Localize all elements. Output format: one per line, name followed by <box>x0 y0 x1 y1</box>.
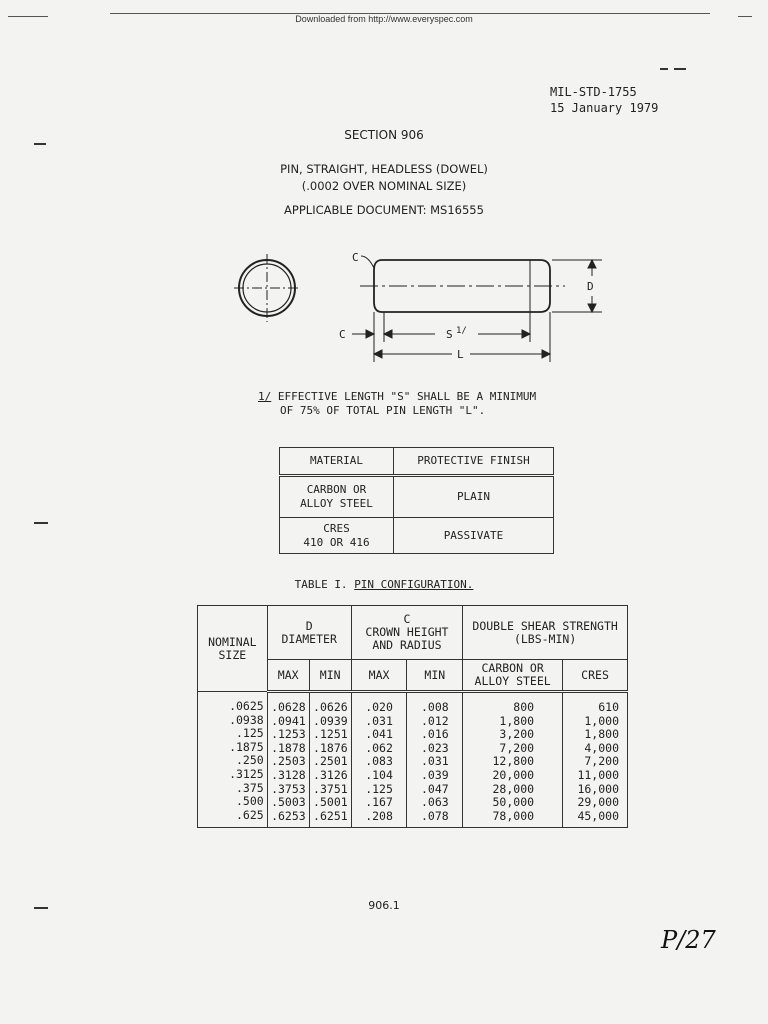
table-cell: .008 <box>420 700 449 714</box>
table-cell: .2503 <box>271 754 306 769</box>
table-cell: .3128 <box>271 767 306 782</box>
header-c-max: MAX <box>351 660 407 692</box>
footnote-marker: 1/ <box>258 390 272 403</box>
margin-mark <box>34 522 48 524</box>
margin-mark <box>34 907 48 909</box>
table-cell: .1253 <box>271 727 306 742</box>
section-title: SECTION 906 <box>344 128 424 142</box>
table-cell: .250 <box>236 753 264 768</box>
table-cell: .063 <box>420 795 449 810</box>
table-cell: .125 <box>236 726 264 741</box>
page-number: 906.1 <box>368 899 400 912</box>
margin-mark <box>674 68 686 70</box>
table-cell: .5001 <box>313 795 348 810</box>
table-cell: 28,000 <box>492 781 535 796</box>
label-c-side: C <box>339 328 346 341</box>
table-cell: 4,000 <box>584 740 619 755</box>
table-cell: 50,000 <box>492 795 535 810</box>
header-protective-finish: PROTECTIVE FINISH <box>394 448 554 476</box>
table-body <box>198 692 628 828</box>
table-caption-prefix: TABLE I. <box>294 578 348 591</box>
label-l: L <box>457 348 464 361</box>
table-cell: .0626 <box>313 700 348 714</box>
table-cell: .208 <box>365 808 393 823</box>
table-cell: .047 <box>420 781 449 796</box>
document-date: 15 January 1979 <box>550 101 659 115</box>
applicable-document: APPLICABLE DOCUMENT: MS16555 <box>284 203 484 217</box>
label-s-footnote: 1/ <box>456 326 467 336</box>
column-cres <box>563 692 628 828</box>
column-c-min <box>407 692 463 828</box>
table-cell: .2501 <box>313 754 348 769</box>
table-cell: .3125 <box>229 766 264 781</box>
header-nominal-size: NOMINAL SIZE <box>198 606 268 692</box>
material-row <box>280 518 554 554</box>
table-cell: 29,000 <box>577 795 619 810</box>
table-cell: .020 <box>365 700 393 714</box>
table-cell: .031 <box>365 713 393 728</box>
header-d-max: MAX <box>267 660 309 692</box>
label-d: D <box>587 280 594 293</box>
material-cell: CRES 410 OR 416 <box>280 518 394 554</box>
table-cell: 800 <box>513 700 535 714</box>
table-cell: .062 <box>365 740 393 755</box>
table-cell: .1875 <box>229 739 264 754</box>
column-carbon <box>463 692 563 828</box>
table-cell: 16,000 <box>577 781 619 796</box>
footnote <box>258 390 536 418</box>
material-table <box>279 447 554 554</box>
document-number: MIL-STD-1755 <box>550 85 637 99</box>
table-cell: .3753 <box>271 781 306 796</box>
table-cell: .125 <box>365 781 393 796</box>
header-d-diameter: D DIAMETER <box>267 606 351 660</box>
material-cell: CARBON OR ALLOY STEEL <box>280 476 394 518</box>
table-cell: 1,800 <box>584 727 619 742</box>
table-cell: 45,000 <box>577 808 619 823</box>
table-cell: .031 <box>420 754 449 769</box>
table-cell: .6251 <box>313 808 348 823</box>
material-table-header <box>280 448 554 476</box>
handwritten-page-note: P/27 <box>661 926 716 954</box>
finish-cell: PLAIN <box>394 476 554 518</box>
footnote-line2: OF 75% OF TOTAL PIN LENGTH "L". <box>280 404 486 417</box>
pin-drawing <box>230 240 610 370</box>
column-c-max <box>351 692 407 828</box>
table-cell: .0941 <box>271 713 306 728</box>
header-cres: CRES <box>563 660 628 692</box>
table-cell: 12,800 <box>492 754 535 769</box>
table-cell: 1,800 <box>499 713 535 728</box>
column-d-min <box>309 692 351 828</box>
table-cell: 7,200 <box>584 754 619 769</box>
table-cell: 7,200 <box>499 740 535 755</box>
table-cell: .104 <box>365 767 393 782</box>
table-cell: .3126 <box>313 767 348 782</box>
table-cell: .1251 <box>313 727 348 742</box>
table-header-row <box>198 606 628 660</box>
table-cell: .039 <box>420 767 449 782</box>
table-cell: 11,000 <box>577 767 619 782</box>
table-cell: .1878 <box>271 740 306 755</box>
header-double-shear: DOUBLE SHEAR STRENGTH (LBS-MIN) <box>463 606 628 660</box>
table-caption <box>0 578 768 591</box>
table-cell: .3751 <box>313 781 348 796</box>
table-cell: .012 <box>420 713 449 728</box>
pin-configuration-table <box>197 605 628 828</box>
table-cell: .083 <box>365 754 393 769</box>
material-row <box>280 476 554 518</box>
table-cell: .500 <box>236 794 264 809</box>
table-cell: .0938 <box>229 712 264 727</box>
column-d-max <box>267 692 309 828</box>
part-size-note: (.0002 OVER NOMINAL SIZE) <box>301 179 467 193</box>
table-caption-title: PIN CONFIGURATION. <box>354 578 474 591</box>
header-d-min: MIN <box>309 660 351 692</box>
table-cell: 610 <box>598 700 619 714</box>
table-cell: 20,000 <box>492 767 535 782</box>
finish-cell: PASSIVATE <box>394 518 554 554</box>
table-cell: 3,200 <box>499 727 535 742</box>
table-cell: 78,000 <box>492 808 535 823</box>
pin-side-view <box>352 256 602 362</box>
table-cell: .078 <box>420 808 449 823</box>
header-carbon-steel: CARBON OR ALLOY STEEL <box>463 660 563 692</box>
table-cell: .0628 <box>271 700 306 714</box>
table-cell: 1,000 <box>584 713 619 728</box>
download-source-text: Downloaded from http://www.everyspec.com <box>295 14 473 24</box>
label-s: S <box>446 328 453 341</box>
table-cell: .6253 <box>271 808 306 823</box>
table-cell: .167 <box>365 795 393 810</box>
margin-mark <box>660 68 668 70</box>
header-material: MATERIAL <box>280 448 394 476</box>
header-c-min: MIN <box>407 660 463 692</box>
table-cell: .041 <box>365 727 393 742</box>
table-cell: .625 <box>236 807 264 822</box>
document-id <box>550 84 658 116</box>
label-c-top: C <box>352 251 359 264</box>
table-cell: .0939 <box>313 713 348 728</box>
pin-end-view <box>234 254 300 322</box>
footnote-line1: EFFECTIVE LENGTH "S" SHALL BE A MINIMUM <box>277 390 537 403</box>
table-cell: .5003 <box>271 795 306 810</box>
table-cell: .375 <box>236 780 264 795</box>
table-cell: .0625 <box>229 699 264 713</box>
header-c-crown: C CROWN HEIGHT AND RADIUS <box>351 606 463 660</box>
table-cell: .016 <box>420 727 449 742</box>
table-cell: .023 <box>420 740 449 755</box>
column-nominal <box>198 692 268 828</box>
margin-mark <box>34 143 46 145</box>
table-cell: .1876 <box>313 740 348 755</box>
part-title: PIN, STRAIGHT, HEADLESS (DOWEL) <box>280 162 488 176</box>
